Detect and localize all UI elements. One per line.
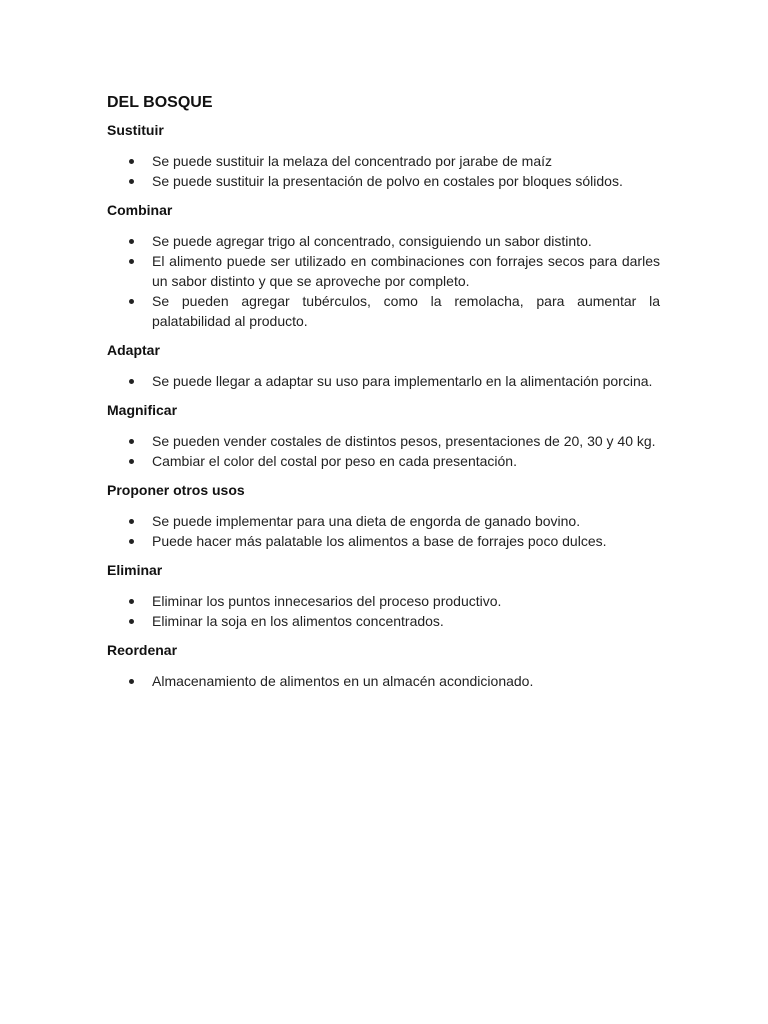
bullet-icon — [129, 439, 134, 444]
list-item-text: Puede hacer más palatable los alimentos a base de forrajes poco dulces. — [152, 533, 607, 549]
list-item-text: Se pueden agregar tubérculos, como la remolacha, para aumentar la palatabilidad al producto. — [152, 293, 660, 329]
bullet-list-combinar — [107, 231, 660, 331]
list-item — [107, 291, 660, 331]
bullet-list-adaptar — [107, 371, 660, 391]
list-item — [107, 231, 660, 251]
list-item — [107, 511, 660, 531]
list-item-text: Se pueden vender costales de distintos pesos, presentaciones de 20, 30 y 40 kg. — [152, 433, 656, 449]
bullet-list-sustituir — [107, 151, 660, 191]
list-item-text: Se puede llegar a adaptar su uso para implementarlo en la alimentación porcina. — [152, 373, 653, 389]
bullet-icon — [129, 379, 134, 384]
document-page — [107, 93, 660, 702]
section-heading-reordenar: Reordenar — [107, 642, 178, 658]
section-heading-eliminar: Eliminar — [107, 562, 163, 578]
list-item — [107, 451, 660, 471]
bullet-icon — [129, 179, 134, 184]
list-item — [107, 151, 660, 171]
list-item — [107, 591, 660, 611]
list-item — [107, 171, 660, 191]
section-heading-sustituir: Sustituir — [107, 122, 164, 138]
section-heading-proponer-otros-usos: Proponer otros usos — [107, 482, 245, 498]
list-item-text: Se puede sustituir la presentación de polvo en costales por bloques sólidos. — [152, 173, 623, 189]
list-item-text: Cambiar el color del costal por peso en cada presentación. — [152, 453, 517, 469]
list-item — [107, 671, 660, 691]
section-heading-adaptar: Adaptar — [107, 342, 160, 358]
bullet-icon — [129, 599, 134, 604]
bullet-list-eliminar — [107, 591, 660, 631]
bullet-icon — [129, 259, 134, 264]
list-item — [107, 611, 660, 631]
bullet-icon — [129, 679, 134, 684]
list-item-text: Se puede implementar para una dieta de engorda de ganado bovino. — [152, 513, 581, 529]
section-heading-combinar: Combinar — [107, 202, 173, 218]
list-item-text: Se puede agregar trigo al concentrado, consiguiendo un sabor distinto. — [152, 233, 592, 249]
list-item-text: Se puede sustituir la melaza del concentrado por jarabe de maíz — [152, 153, 553, 169]
list-item — [107, 531, 660, 551]
list-item-text: Eliminar los puntos innecesarios del proceso productivo. — [152, 593, 502, 609]
bullet-icon — [129, 159, 134, 164]
list-item-text: Eliminar la soja en los alimentos concentrados. — [152, 613, 444, 629]
list-item-text: Almacenamiento de alimentos en un almacén acondicionado. — [152, 673, 534, 689]
document-title: DEL BOSQUE — [107, 94, 213, 111]
bullet-icon — [129, 519, 134, 524]
bullet-list-reordenar — [107, 671, 660, 691]
bullet-icon — [129, 619, 134, 624]
bullet-icon — [129, 299, 134, 304]
list-item — [107, 251, 660, 291]
section-heading-magnificar: Magnificar — [107, 402, 178, 418]
bullet-icon — [129, 539, 134, 544]
bullet-list-proponer-otros-usos — [107, 511, 660, 551]
list-item-text: El alimento puede ser utilizado en combinaciones con forrajes secos para darles un sabor distinto y que se aproveche por completo. — [152, 253, 660, 289]
bullet-icon — [129, 239, 134, 244]
list-item — [107, 371, 660, 391]
bullet-list-magnificar — [107, 431, 660, 471]
bullet-icon — [129, 459, 134, 464]
list-item — [107, 431, 660, 451]
